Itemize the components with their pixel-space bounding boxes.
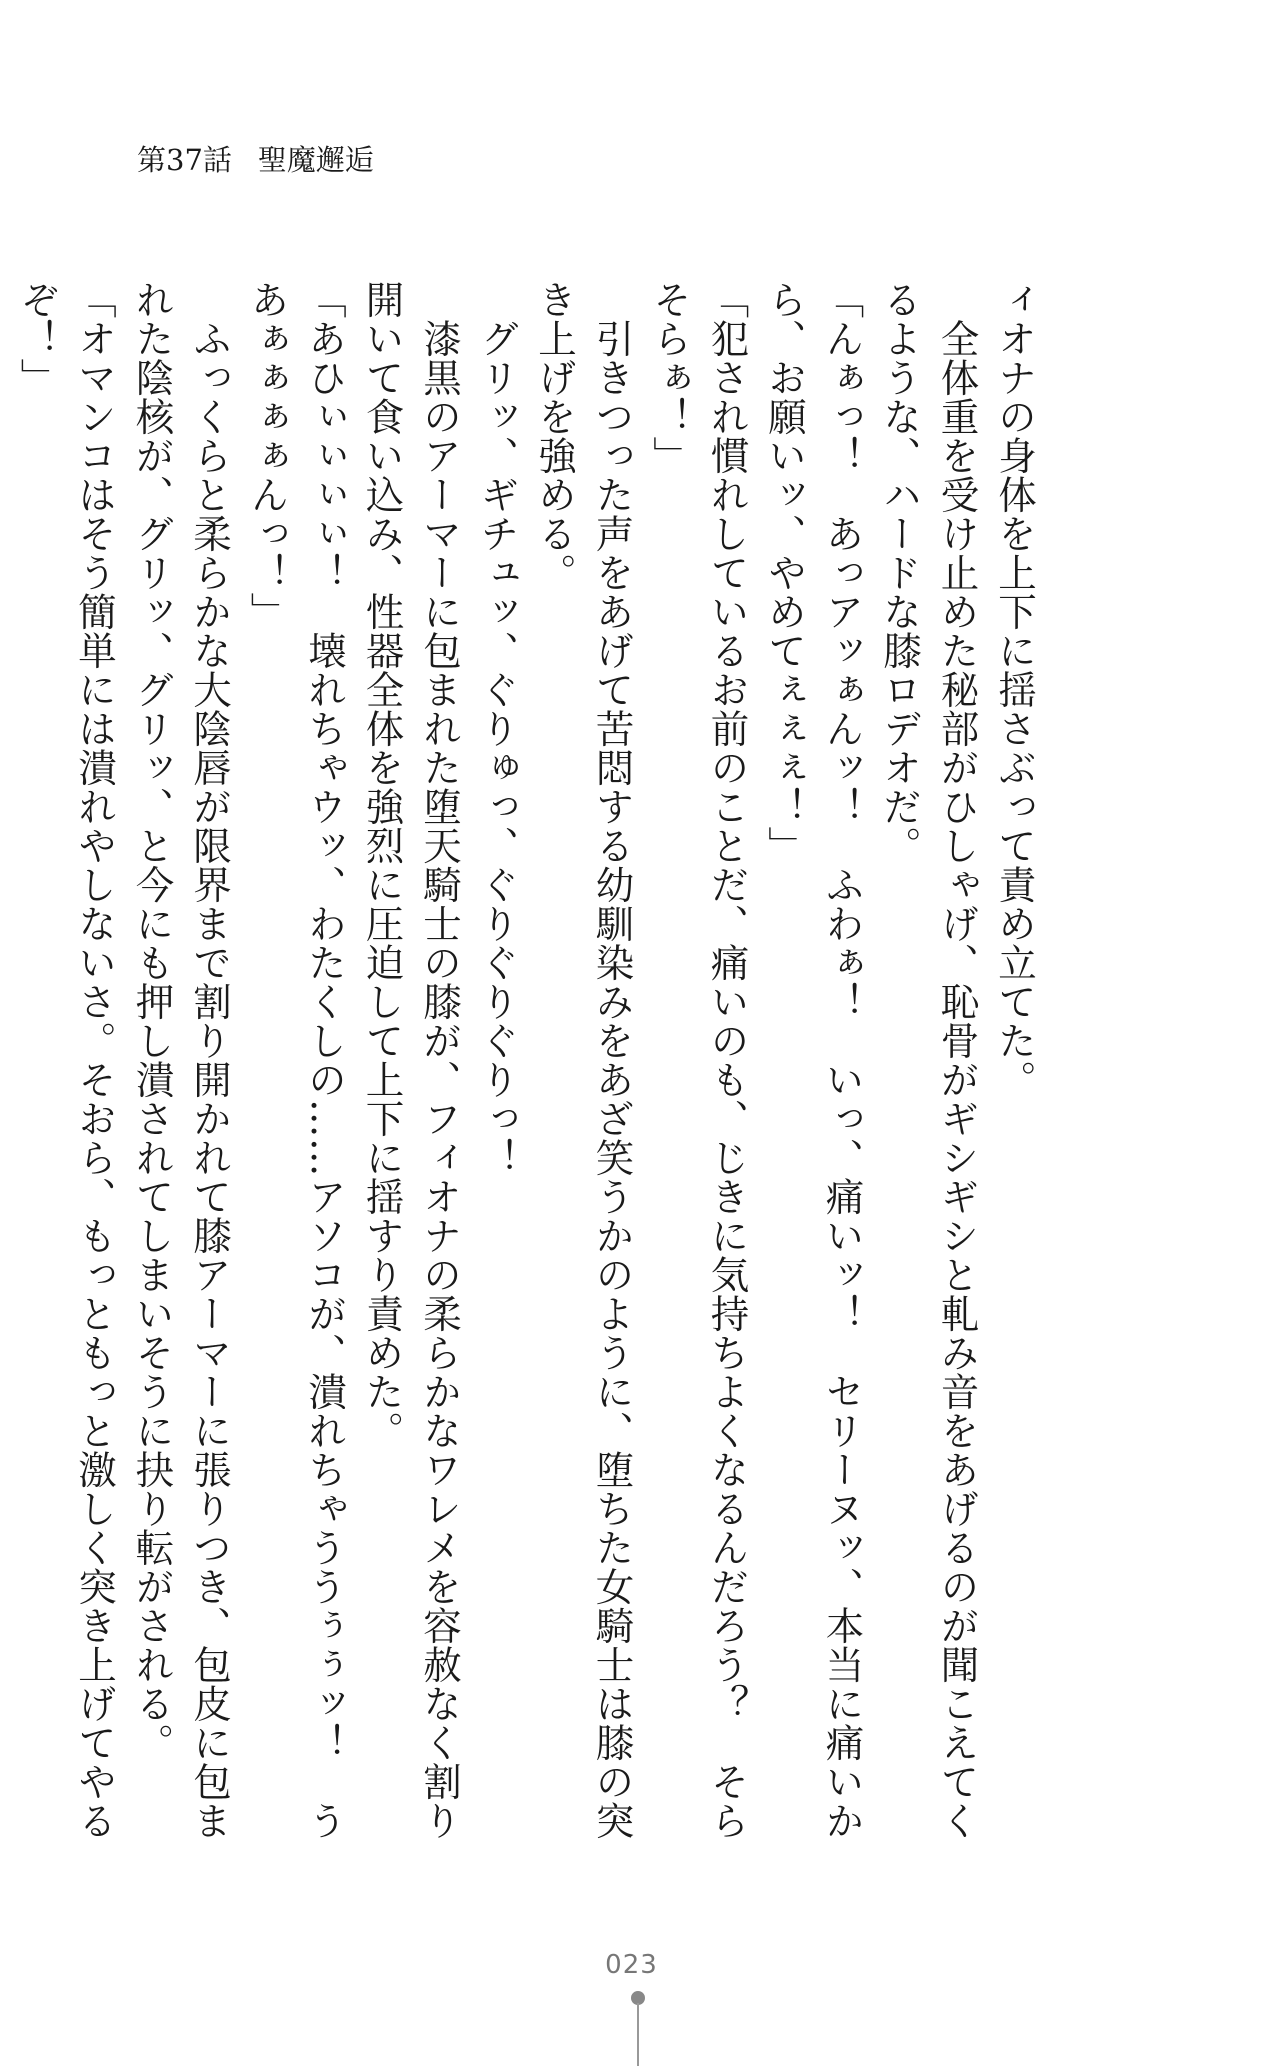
text-line: 全体重を受け止めた秘部がひしゃげ、恥骨がギシギシと軋み音をあげるのが聞こえてく xyxy=(934,280,980,1840)
text-line: れた陰核が、グリッ、グリッ、と今にも押し潰されてしまいそうに抉り転がされる。 xyxy=(129,280,175,1762)
text-line: そらぁ！」 xyxy=(647,280,692,475)
body-text xyxy=(14,280,1043,1840)
text-line: ィオナの身体を上下に揺さぶって責め立てた。 xyxy=(992,280,1037,1099)
text-line: 開いて食い込み、性器全体を強烈に圧迫して上下に揺すり責めた。 xyxy=(359,280,405,1450)
text-line: 「あひぃぃぃぃ！ 壊れちゃウッ、わたくしの……アソコが、潰れちゃううぅぅッ！ う xyxy=(302,280,347,1840)
text-line: ふっくらと柔らかな大陰唇が限界まで割り開かれて膝アーマーに張りつき、包皮に包ま xyxy=(187,280,232,1840)
episode-title: 聖魔邂逅 xyxy=(257,143,374,177)
text-line: 漆黒のアーマーに包まれた堕天騎士の膝が、フィオナの柔らかなワレメを容赦なく割り xyxy=(417,280,462,1840)
episode-number: 第37話 xyxy=(137,143,232,177)
text-line: 引きつった声をあげて苦悶する幼馴染みをあざ笑うかのように、堕ちた女騎士は膝の突 xyxy=(589,280,635,1840)
text-line: 「んぁっ！ あっアッぁんッ！ ふわぁ！ いっ、痛いッ！ セリーヌッ、本当に痛いか xyxy=(819,280,865,1840)
text-line: ら、お願いッ、やめてぇぇぇ！」 xyxy=(762,280,807,865)
running-header xyxy=(137,138,374,179)
text-line: あぁぁぁぁんっ！」 xyxy=(244,280,290,631)
page-number: 023 xyxy=(605,1950,658,1980)
text-line: き上げを強める。 xyxy=(532,280,577,592)
text-line: グリッ、ギチュッ、ぐりゅっ、ぐりぐりぐりっ！ xyxy=(474,280,520,1177)
text-line: ぞ！」 xyxy=(14,280,60,397)
page-marker-line xyxy=(637,2003,639,2066)
text-line: 「オマンコはそう簡単には潰れやしないさ。そおら、もっともっと激しく突き上げてやる xyxy=(72,280,117,1840)
text-line: 「犯され慣れしているお前のことだ、痛いのも、じきに気持ちよくなるんだろう？ そら xyxy=(704,280,750,1840)
text-line: るような、ハードな膝ロデオだ。 xyxy=(877,280,922,865)
